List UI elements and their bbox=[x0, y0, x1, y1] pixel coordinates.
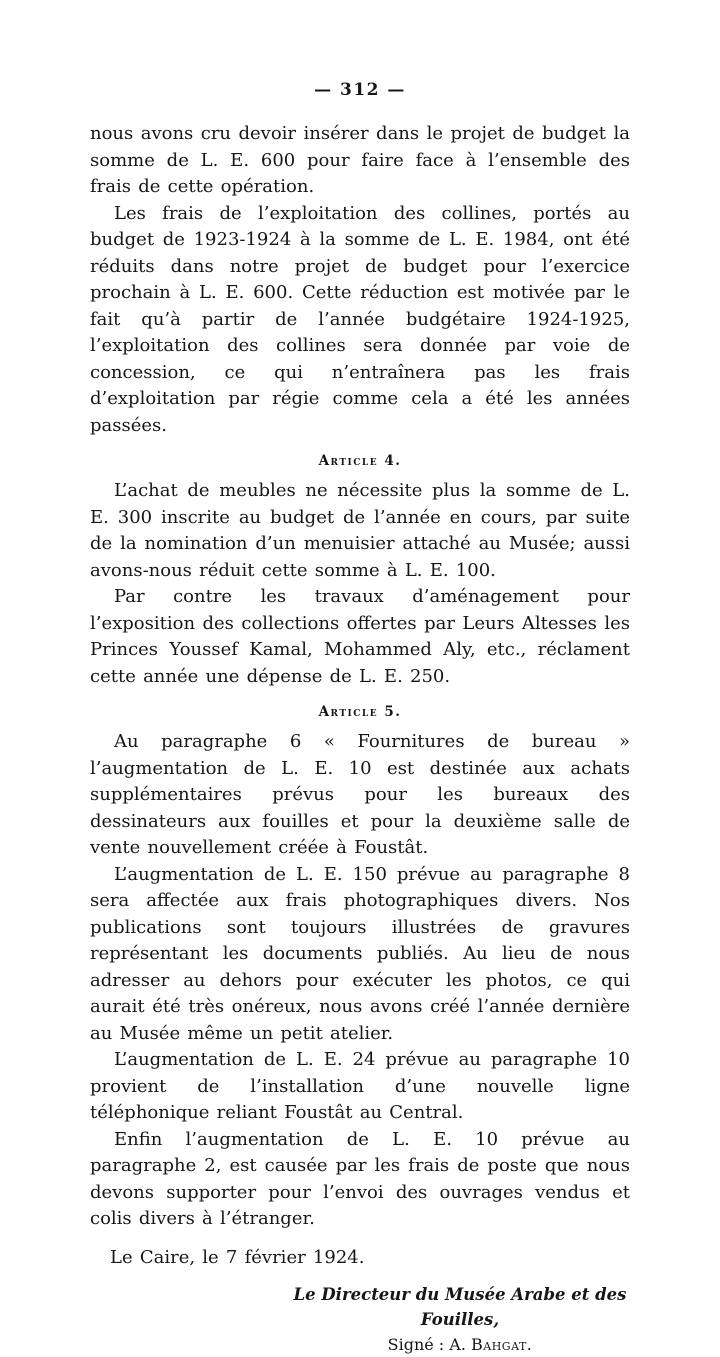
article-5-heading: Article 5. bbox=[318, 704, 402, 720]
paragraph: Au paragraphe 6 « Fournitures de bureau » l’augmentation de L. E. 10 est destinée aux achats supplémentaires prévus pour les bureaux des dessinateurs aux fouilles et pour la deuxième salle de vente nouvellement créée à Foustât. bbox=[90, 731, 630, 858]
page-number: — 312 — bbox=[314, 80, 406, 100]
signature-title: Le Directeur du Musée Arabe et des Fouilles, bbox=[293, 1285, 627, 1329]
paragraph: L’augmentation de L. E. 150 prévue au paragraphe 8 sera affectée aux frais photographiques divers. Nos publications sont toujours illustrées de gravures représentant les documents publiés. Au lieu de nous adresser au dehors pour exécuter les photos, ce qui aurait été très onéreux, nous avons créé l’année dernière au Musée même un petit atelier. bbox=[90, 863, 630, 1044]
paragraph: Par contre les travaux d’aménagement pour l’exposition des collections offertes par Leurs Altesses les Princes Youssef Kamal, Mohammed Aly, etc., réclament cette année une dépense de L. E. 250. bbox=[90, 586, 630, 687]
signature-signed-prefix: Signé : A. bbox=[387, 1335, 472, 1354]
article-4-heading: Article 4. bbox=[318, 453, 402, 469]
paragraph: Enfin l’augmentation de L. E. 10 prévue au paragraphe 2, est causée par les frais de poste que nous devons supporter pour l’envoi des ouvrages vendus et colis divers à l’étranger. bbox=[90, 1128, 630, 1229]
dateline: Le Caire, le 7 février 1924. bbox=[110, 1246, 365, 1268]
signature-signed bbox=[280, 1332, 640, 1357]
signature-signed-name: Bahgat. bbox=[471, 1335, 533, 1354]
paragraph: L’augmentation de L. E. 24 prévue au paragraphe 10 provient de l’installation d’une nouvelle ligne téléphonique reliant Foustât au Central. bbox=[90, 1049, 630, 1123]
body-text bbox=[90, 121, 630, 1233]
paragraph: nous avons cru devoir insérer dans le projet de budget la somme de L. E. 600 pour faire face à l’ensemble des frais de cette opération. bbox=[90, 123, 630, 197]
paragraph: L’achat de meubles ne nécessite plus la somme de L. E. 300 inscrite au budget de l’année en cours, par suite de la nomination d’un menuisier attaché au Musée; aussi avons-nous réduit cette somme à L. E. 100. bbox=[90, 480, 630, 581]
signature-block bbox=[280, 1282, 640, 1357]
paragraph: Les frais de l’exploitation des collines, portés au budget de 1923-1924 à la somme de L. E. 1984, ont été réduits dans notre projet de budget pour l’exercice prochain à L. E. 600. Cette réduction est motivée par le fait qu’à partir de l’année budgétaire 1924-1925, l’exploitation des collines sera donnée par voie de concession, ce qui n’entraînera pas les frais d’exploitation par régie comme cela a été les années passées. bbox=[90, 202, 630, 436]
